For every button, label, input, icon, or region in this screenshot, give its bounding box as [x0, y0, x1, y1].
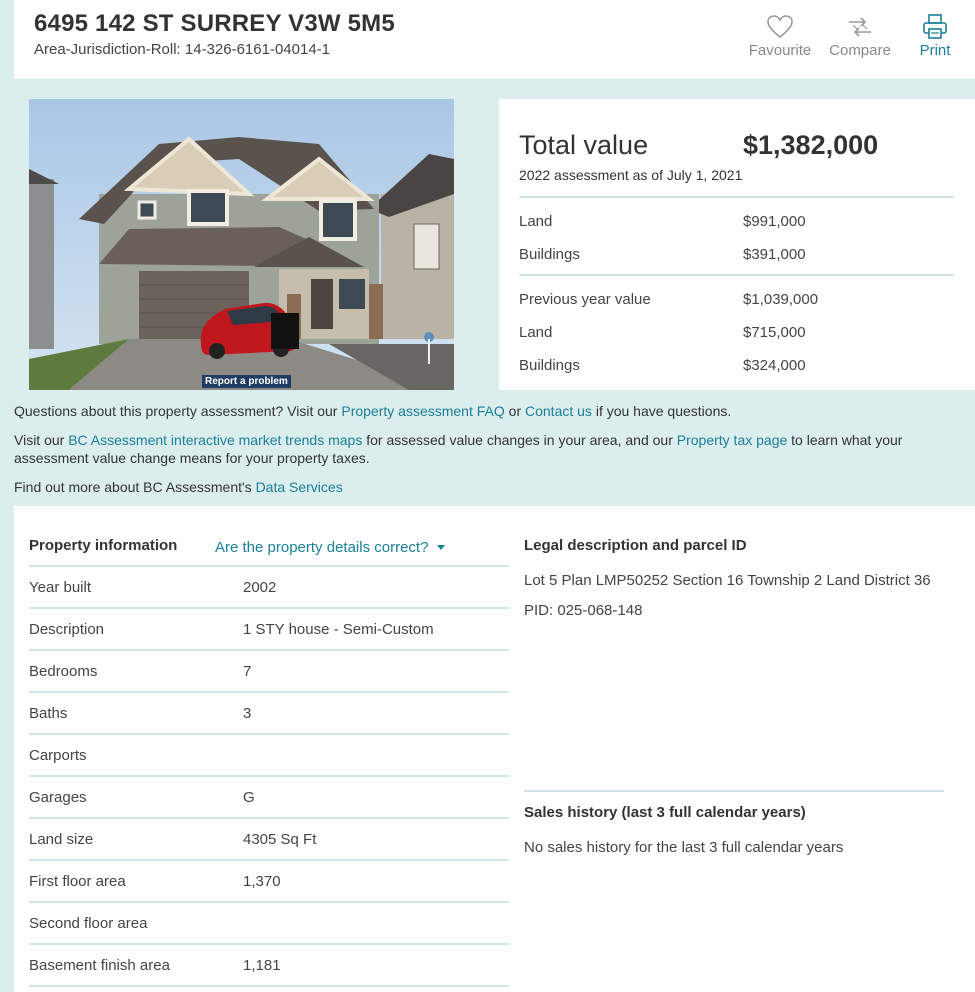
assessment-value-panel [499, 99, 975, 390]
property-photo [29, 99, 454, 390]
roll-number: Area-Jurisdiction-Roll: 14-326-6161-04014-1 [34, 41, 330, 58]
info-text: for assessed value changes in your area, and our [362, 432, 677, 448]
row-label: Second floor area [29, 915, 148, 932]
heart-icon [766, 12, 794, 42]
row-value: 4305 Sq Ft [243, 831, 317, 848]
info-text: Find out more about BC Assessment's [14, 479, 256, 495]
property-row-second-floor-area [29, 903, 509, 945]
property-row-land-size [29, 819, 509, 861]
property-row-bedrooms [29, 651, 509, 693]
row-label: Garages [29, 789, 87, 806]
row-label: Bedrooms [29, 663, 98, 680]
divider [29, 985, 509, 987]
property-row-basement-finish-area [29, 945, 509, 987]
row-value: 1,370 [243, 873, 281, 890]
property-tax-page-link[interactable]: Property tax page [676, 432, 788, 448]
house-illustration [29, 99, 454, 390]
row-label: Land [519, 324, 553, 341]
caret-down-icon [436, 544, 446, 552]
row-value: $1,039,000 [743, 291, 819, 308]
contact-us-link[interactable]: Contact us [525, 403, 592, 419]
print-label: Print [919, 42, 951, 59]
compare-arrows-icon [846, 12, 874, 42]
info-text: Questions about this property assessment? Visit our [14, 403, 342, 419]
row-value: G [243, 789, 255, 806]
printer-icon [921, 12, 949, 42]
report-problem-button[interactable]: Report a problem [202, 375, 291, 388]
row-value: $715,000 [743, 324, 806, 341]
row-value: $991,000 [743, 213, 806, 230]
property-row-first-floor-area [29, 861, 509, 903]
row-label: Land [519, 213, 553, 230]
info-text: or [504, 403, 525, 419]
row-value: 1,181 [243, 957, 281, 974]
data-services-link[interactable]: Data Services [255, 479, 343, 495]
property-row-year-built [29, 567, 509, 609]
compare-label: Compare [829, 42, 891, 59]
row-label: Carports [29, 747, 87, 764]
assessment-date: 2022 assessment as of July 1, 2021 [519, 167, 743, 183]
info-text: Visit our [14, 432, 69, 448]
compare-button[interactable] [825, 12, 895, 59]
row-label: Year built [29, 579, 91, 596]
property-information-heading: Property information [29, 537, 178, 554]
property-row-garages [29, 777, 509, 819]
total-value-label: Total value [519, 130, 649, 160]
row-value: 1 STY house - Semi-Custom [243, 621, 434, 638]
sales-history-text: No sales history for the last 3 full calendar years [524, 839, 844, 856]
market-trends-maps-link[interactable]: BC Assessment interactive market trends maps [68, 432, 363, 448]
data-services-info [14, 478, 964, 496]
property-header [14, 0, 975, 79]
property-row-carports [29, 735, 509, 777]
property-details-correct-link: Are the property details correct? [215, 539, 429, 556]
info-text: if you have questions. [591, 403, 732, 419]
print-button[interactable] [913, 12, 957, 59]
market-trends-info [14, 431, 964, 467]
property-row-description [29, 609, 509, 651]
total-value-amount: $1,382,000 [743, 130, 879, 160]
row-label: Buildings [519, 246, 580, 263]
row-value: $391,000 [743, 246, 806, 263]
divider [519, 196, 954, 198]
row-value: 3 [243, 705, 252, 722]
row-label: Previous year value [519, 291, 651, 308]
faq-info [14, 402, 964, 420]
favourite-label: Favourite [748, 42, 812, 59]
row-label: Buildings [519, 357, 580, 374]
legal-description-heading: Legal description and parcel ID [524, 537, 747, 554]
divider [524, 790, 944, 792]
row-value: 2002 [243, 579, 277, 596]
property-row-baths [29, 693, 509, 735]
row-value: $324,000 [743, 357, 806, 374]
assessment-faq-link[interactable]: Property assessment FAQ [341, 403, 505, 419]
row-label: Baths [29, 705, 68, 722]
property-details-correct-toggle[interactable] [215, 539, 446, 556]
row-label: Basement finish area [29, 957, 170, 974]
row-value: 7 [243, 663, 252, 680]
legal-description: Lot 5 Plan LMP50252 Section 16 Township 2 Land District 36 [524, 572, 931, 589]
property-address: 6495 142 ST SURREY V3W 5M5 [34, 10, 395, 37]
row-label: Description [29, 621, 105, 638]
favourite-button[interactable] [745, 12, 815, 59]
row-label: First floor area [29, 873, 126, 890]
divider [519, 274, 954, 276]
info-text: to learn what your assessment value change means for your property taxes. [14, 432, 903, 466]
parcel-id: PID: 025-068-148 [524, 602, 643, 619]
row-label: Land size [29, 831, 94, 848]
sales-history-heading: Sales history (last 3 full calendar years) [524, 804, 806, 821]
property-details-panel [14, 506, 975, 992]
